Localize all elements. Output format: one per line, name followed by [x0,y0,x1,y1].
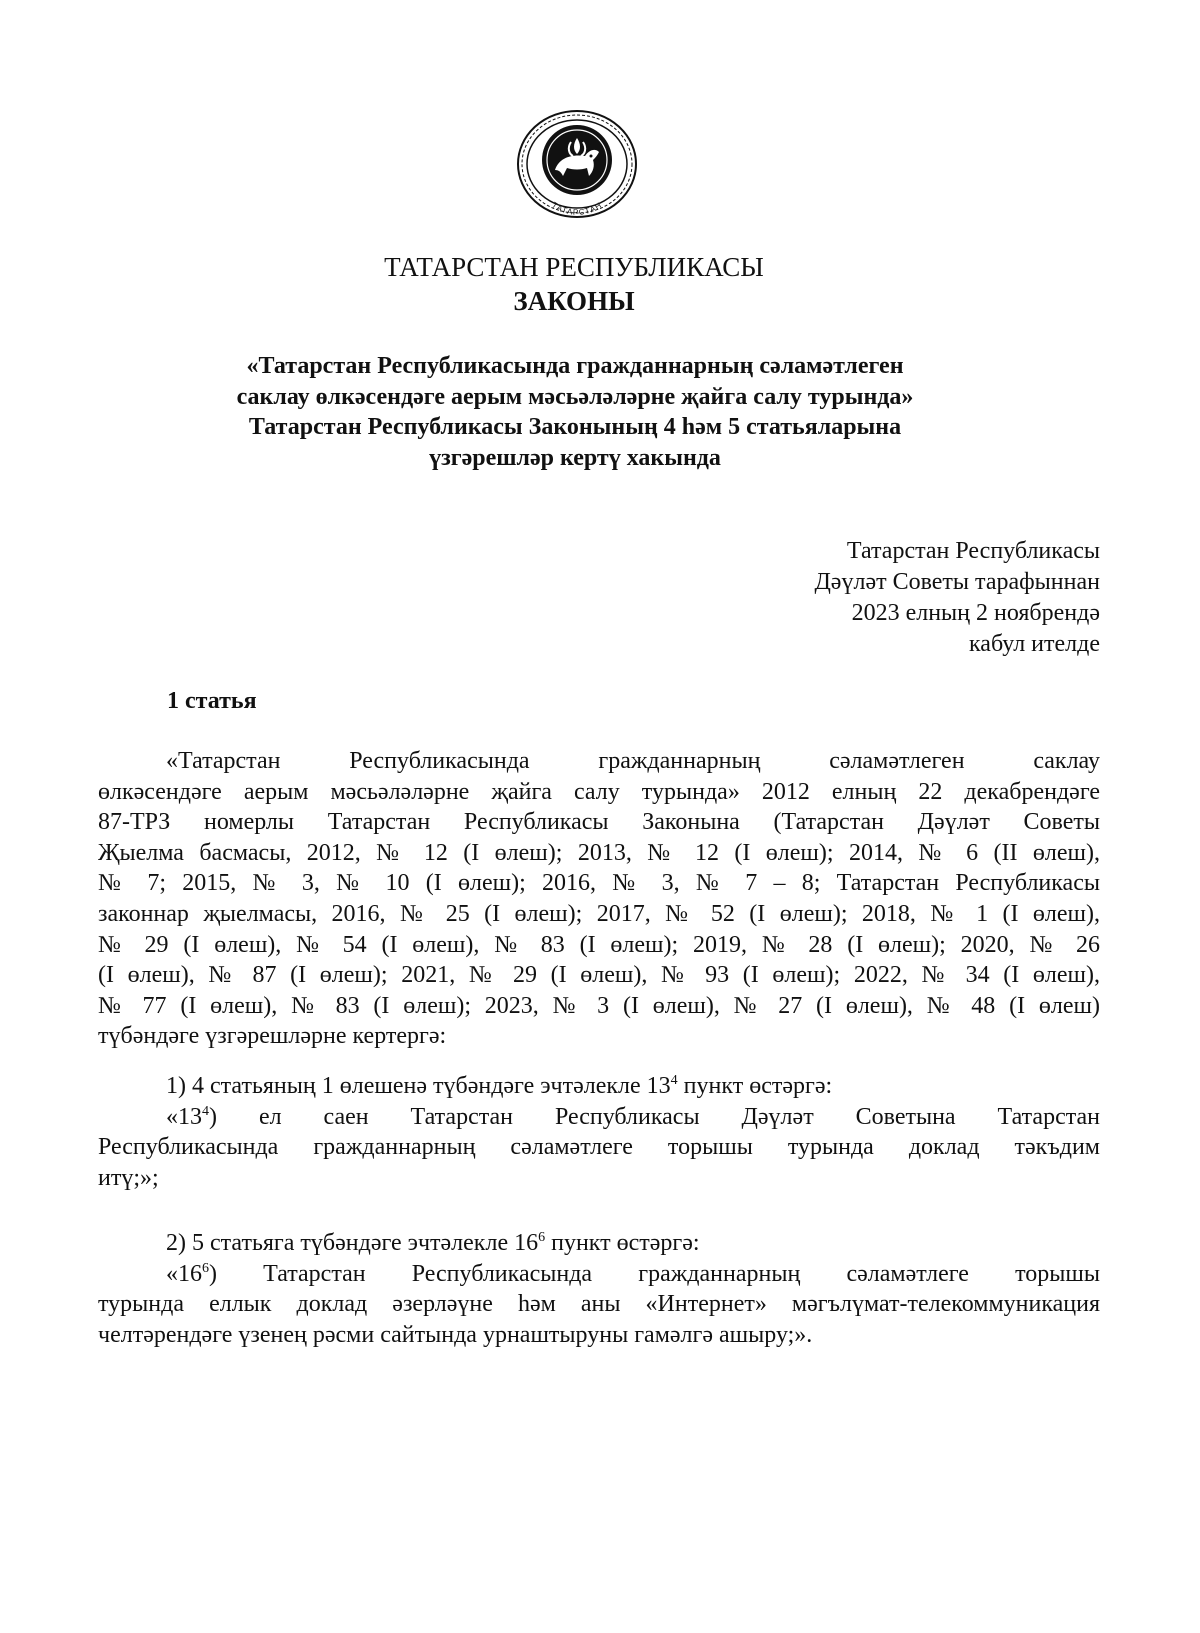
emblem-lettering: ТАТАРСТАН [550,200,604,217]
item-2 [98,1228,1100,1350]
adoption-line: 2023 елның 2 ноябрендә [851,600,1100,626]
quote-line: «$13^4$) ел саен Татарстан Республикасы Дәүләт Советына Татарстан [166,1103,1100,1130]
paragraph-line: «Татарстан Республикасында гражданнарның сәламәтлеген саклау [166,748,1100,774]
title-line: үзгәрешләр кертү хакында [429,444,721,471]
quote-line: турында еллык доклад әзерләүне һәм аны «Интернет» мәгълүмат-телекоммуникация [98,1291,1100,1318]
tatarstan-emblem-icon [515,108,639,220]
title-line: Татарстан Республикасы Законының 4 һәм 5 статьяларына [248,414,902,440]
law-title [200,351,950,473]
item-lead: 2) 5 статьяга түбәндәге эчтәлекле $16^6$ пункт өстәргә: [166,1230,700,1256]
paragraph-line: өлкәсендәге аерым мәсьәләләрне җайга салу турында» 2012 елның 22 декабрендәге [98,778,1100,805]
paragraph-line: (I өлеш), № 87 (I өлеш); 2021, № 29 (I өлеш), № 93 (I өлеш); 2022, № 34 (I өлеш), [98,962,1100,989]
paragraph-line: Җыелма басмасы, 2012, № 12 (I өлеш); 2013, № 12 (I өлеш); 2014, № 6 (II өлеш), [98,839,1100,866]
adoption-line: Дәүләт Советы тарафыннан [814,569,1100,595]
state-name: ТАТАРСТАН РЕСПУБЛИКАСЫ [384,252,764,282]
adoption-note [814,536,1100,660]
paragraph-line: законнар җыелмасы, 2016, № 25 (I өлеш); 2017, № 52 (I өлеш); 2018, № 1 (I өлеш), [98,900,1100,927]
quote-line: «$16^6$) Татарстан Республикасында гражданнарның сәламәтлеге торышы [166,1260,1100,1287]
quote-line: Республикасында гражданнарның сәламәтлеге торышы турында доклад тәкъдим [98,1134,1100,1161]
item-1 [98,1071,1100,1193]
item-lead: 1) 4 статьяның 1 өлешенә түбәндәге эчтәлекле $13^4$ пункт өстәргә: [166,1073,833,1099]
paragraph-line: № 29 (I өлеш), № 54 (I өлеш), № 83 (I өлеш); 2019, № 28 (I өлеш); 2020, № 26 [98,931,1100,958]
paragraph-line: түбәндәге үзгәрешләрне кертергә: [98,1023,447,1050]
article-heading: 1 статья [167,688,257,714]
title-line: «Татарстан Республикасында гражданнарның сәламәтлеген [246,353,904,379]
quote-line: челтәрендәге үзенең рәсми сайтында урнаштыруны гамәлгә ашыру;». [98,1321,813,1348]
document-type: ЗАКОНЫ [513,286,635,316]
paragraph-line: № 77 (I өлеш), № 83 (I өлеш); 2023, № 3 (I өлеш), № 27 (I өлеш), № 48 (I өлеш) [98,992,1100,1019]
adoption-line: кабул ителде [969,631,1100,657]
paragraph-line: 87-ТРЗ номерлы Татарстан Республикасы Законына (Татарстан Дәүләт Советы [98,809,1100,836]
paragraph-line: № 7; 2015, № 3, № 10 (I өлеш); 2016, № 3, № 7 – 8; Татарстан Республикасы [98,870,1100,897]
adoption-line: Татарстан Республикасы [846,538,1100,564]
quote-line: итү;»; [98,1164,159,1191]
intro-paragraph [98,746,1100,1052]
title-line: саклау өлкәсендәге аерым мәсьәләләрне җайга салу турында» [236,383,914,410]
